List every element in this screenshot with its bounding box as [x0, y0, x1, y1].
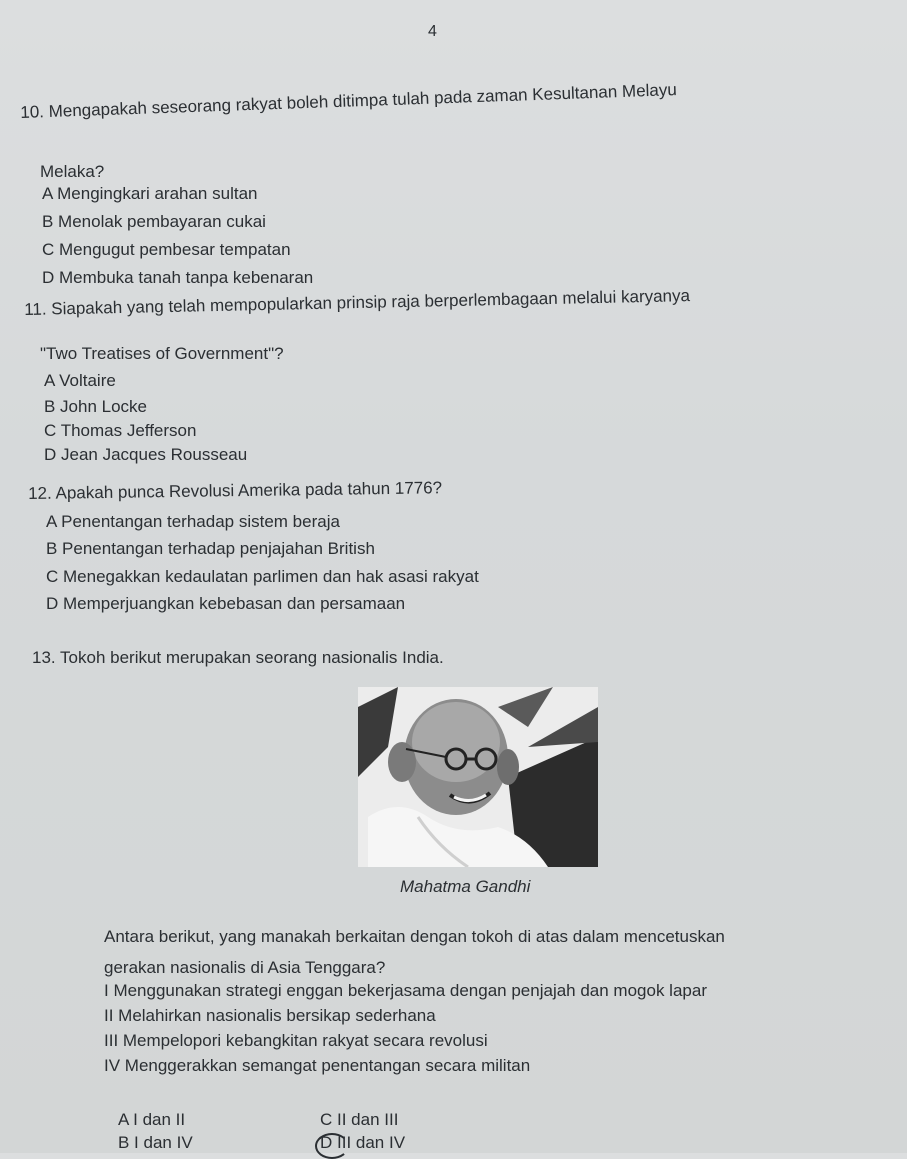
portrait-illustration — [358, 687, 598, 867]
q11-option-d: D Jean Jacques Rousseau — [44, 445, 248, 464]
pen-circle-mark — [315, 1133, 349, 1159]
q13-answer-c: C II dan III — [320, 1110, 399, 1129]
q10-option-c: C Mengugut pembesar tempatan — [42, 240, 291, 259]
q10-stem-line1: 10. Mengapakah seseorang rakyat boleh ditimpa tulah pada zaman Kesultanan Melayu — [20, 80, 678, 122]
q11-option-c: C Thomas Jefferson — [44, 421, 197, 440]
q13-question-line2: gerakan nasionalis di Asia Tenggara? — [104, 958, 386, 977]
q12-stem: 12. Apakah punca Revolusi Amerika pada tahun 1776? — [28, 478, 443, 503]
page-number: 4 — [428, 23, 437, 40]
q13-statement-2: II Melahirkan nasionalis bersikap sederhana — [104, 1006, 436, 1025]
q12-option-d: D Memperjuangkan kebebasan dan persamaan — [46, 594, 406, 613]
q11-stem-line2: "Two Treatises of Government"? — [40, 344, 284, 363]
q12-option-c: C Menegakkan kedaulatan parlimen dan hak asasi rakyat — [46, 567, 479, 586]
q10-option-d: D Membuka tanah tanpa kebenaran — [42, 268, 314, 287]
q13-answer-a: A I dan II — [118, 1110, 186, 1129]
q13-question-line1: Antara berikut, yang manakah berkaitan dengan tokoh di atas dalam mencetuskan — [104, 927, 725, 946]
q10-option-a: A Mengingkari arahan sultan — [42, 184, 258, 203]
q10-option-b: B Menolak pembayaran cukai — [42, 212, 266, 231]
q11-stem-line1: 11. Siapakah yang telah mempopularkan prinsip raja berperlembagaan melalui karyanya — [24, 286, 691, 319]
q13-statement-3: III Mempelopori kebangkitan rakyat secara revolusi — [104, 1031, 488, 1050]
q13-answer-d: D III dan IV — [320, 1133, 406, 1152]
q12-option-a: A Penentangan terhadap sistem beraja — [46, 512, 340, 531]
q13-stem: 13. Tokoh berikut merupakan seorang nasionalis India. — [32, 648, 444, 667]
gandhi-photo — [358, 687, 598, 867]
q12-option-b: B Penentangan terhadap penjajahan British — [46, 539, 375, 558]
q11-option-b: B John Locke — [44, 397, 148, 416]
q13-statement-4: IV Menggerakkan semangat penentangan secara militan — [104, 1056, 531, 1075]
q13-statement-1: I Menggunakan strategi enggan bekerjasama dengan penjajah dan mogok lapar — [104, 981, 707, 1000]
q11-option-a: A Voltaire — [44, 371, 116, 390]
photo-caption: Mahatma Gandhi — [400, 877, 531, 896]
q10-stem-line2: Melaka? — [40, 162, 105, 181]
q13-answer-b: B I dan IV — [118, 1133, 193, 1152]
